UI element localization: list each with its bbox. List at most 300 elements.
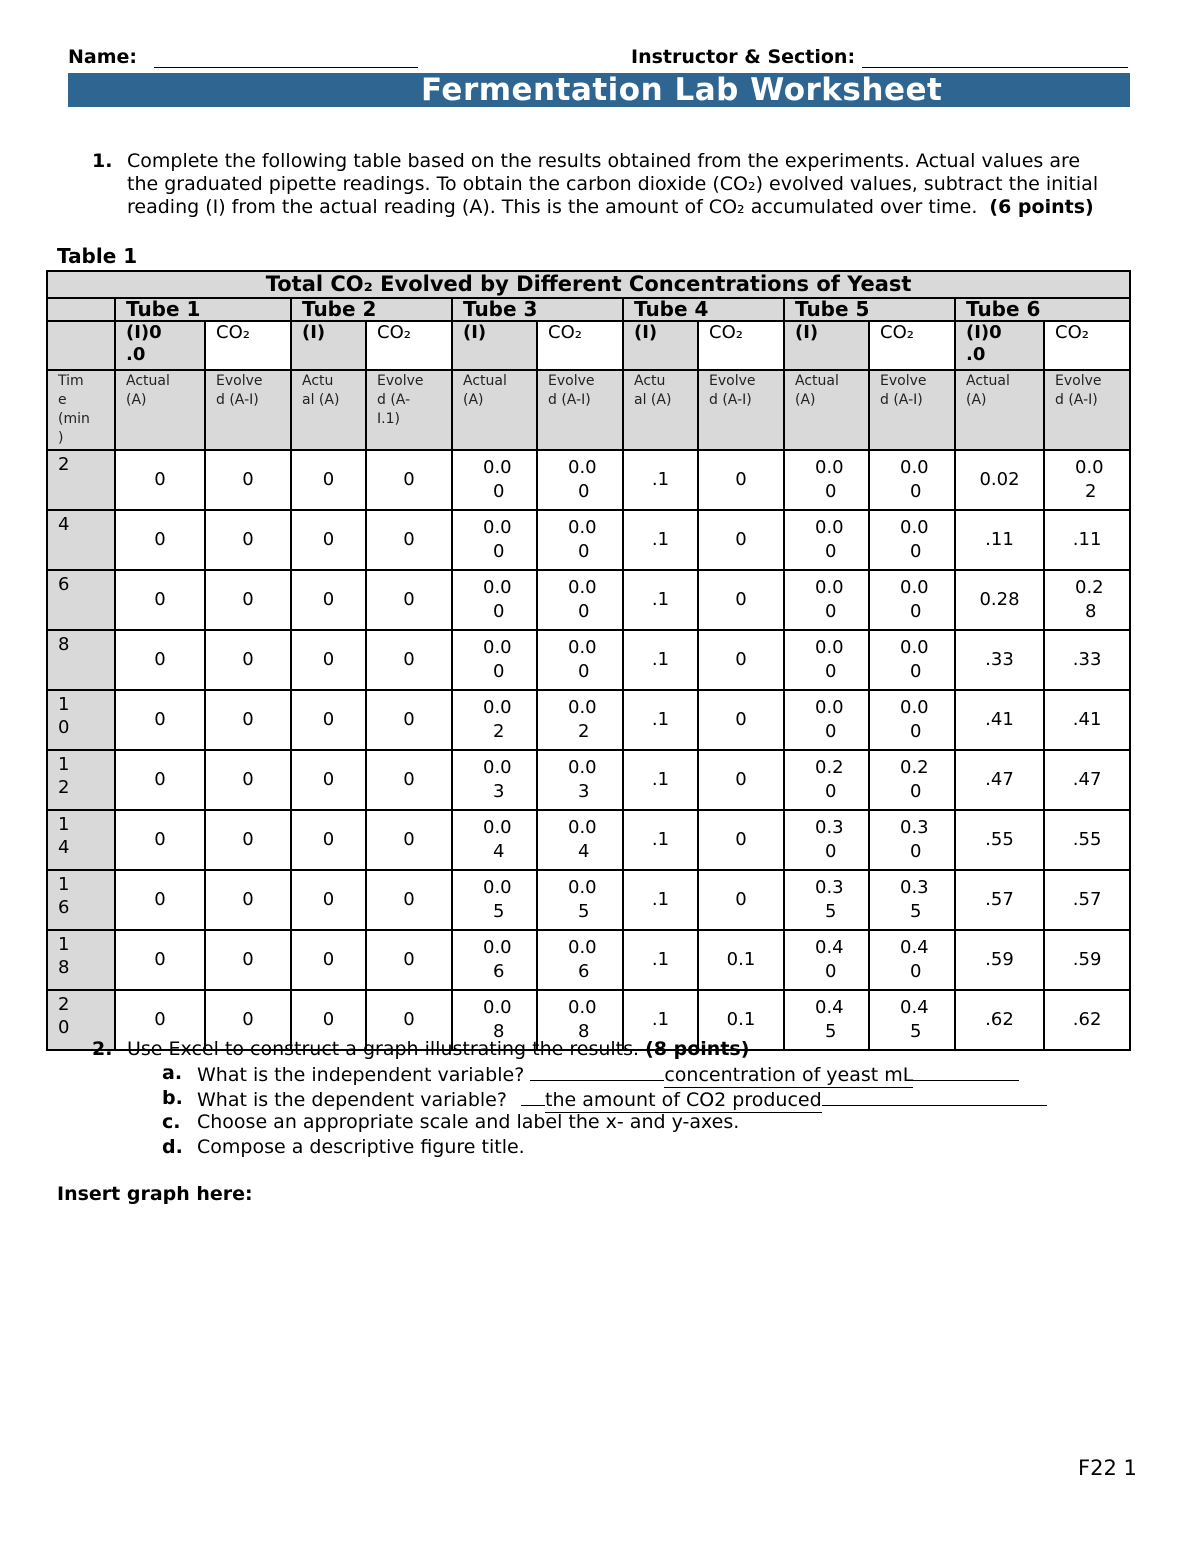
column-label-text: Evolve	[216, 373, 263, 389]
time-cell	[47, 510, 115, 570]
evolved-column-label	[205, 370, 291, 450]
value-cell[interactable]	[537, 930, 623, 990]
page-title: Fermentation Lab Worksheet	[421, 72, 943, 108]
subheader-text: (I)0	[126, 322, 162, 343]
subheader-text: (I)	[634, 322, 658, 343]
value-text: .59	[1072, 949, 1102, 970]
value-text: 0.0	[900, 577, 929, 598]
value-cell[interactable]	[115, 510, 205, 570]
value-cell[interactable]	[291, 510, 366, 570]
value-cell[interactable]	[452, 450, 537, 510]
value-cell[interactable]	[1044, 630, 1130, 690]
time-label-part: e	[58, 392, 67, 408]
value-text: 0.0	[483, 997, 512, 1018]
value-text: 0	[735, 829, 747, 850]
column-label-text: d (A-I)	[216, 392, 259, 408]
initial-reading-header	[452, 321, 537, 370]
value-cell[interactable]	[537, 510, 623, 570]
value-cell[interactable]	[623, 630, 698, 690]
value-text: 0	[493, 481, 505, 502]
value-cell[interactable]	[115, 810, 205, 870]
value-text: .1	[651, 469, 670, 490]
value-cell[interactable]	[205, 690, 291, 750]
value-cell[interactable]	[115, 870, 205, 930]
value-cell[interactable]	[955, 690, 1044, 750]
value-cell[interactable]	[955, 930, 1044, 990]
q2-number: 2.	[92, 1038, 113, 1060]
time-text: 6	[58, 897, 70, 918]
value-cell[interactable]	[623, 450, 698, 510]
value-cell[interactable]	[205, 930, 291, 990]
value-cell[interactable]	[537, 690, 623, 750]
column-label-text: d (A-I)	[709, 392, 752, 408]
value-cell[interactable]	[537, 870, 623, 930]
column-label-text: Actu	[634, 373, 666, 389]
value-text: 0.0	[568, 937, 597, 958]
value-cell[interactable]	[537, 810, 623, 870]
value-text: 0	[825, 661, 837, 682]
co2-header	[537, 321, 623, 370]
value-cell[interactable]	[698, 630, 784, 690]
corner-cell	[47, 321, 115, 370]
value-text: 0.0	[483, 457, 512, 478]
value-text: 0	[403, 529, 415, 550]
tube-header-5: Tube 5	[784, 298, 955, 321]
column-label-text: Actu	[302, 373, 334, 389]
column-label-text: al (A)	[302, 392, 340, 408]
subheader-text: CO₂	[548, 322, 582, 343]
value-cell[interactable]	[955, 630, 1044, 690]
value-cell[interactable]	[1044, 450, 1130, 510]
time-text: 2	[58, 994, 70, 1015]
value-cell[interactable]	[698, 870, 784, 930]
evolved-column-label	[1044, 370, 1130, 450]
value-cell[interactable]	[955, 570, 1044, 630]
value-text: 0.0	[1075, 457, 1104, 478]
title-bar	[68, 73, 1130, 107]
time-cell	[47, 870, 115, 930]
value-text: 0	[735, 469, 747, 490]
column-label-text: al (A)	[634, 392, 672, 408]
value-cell[interactable]	[784, 870, 869, 930]
value-cell[interactable]	[366, 750, 452, 810]
value-text: 2	[578, 721, 590, 742]
value-text: 8	[1085, 601, 1097, 622]
table-row	[47, 510, 1130, 570]
value-cell[interactable]	[784, 510, 869, 570]
value-text: 3	[493, 781, 505, 802]
table-row	[47, 930, 1130, 990]
value-text: 0	[403, 709, 415, 730]
value-text: .11	[1072, 529, 1102, 550]
value-text: 0.0	[568, 577, 597, 598]
value-text: 0.1	[726, 949, 756, 970]
value-cell[interactable]	[1044, 570, 1130, 630]
time-text: 0	[58, 717, 70, 738]
value-text: .41	[985, 709, 1014, 730]
value-cell[interactable]	[205, 750, 291, 810]
value-cell[interactable]	[205, 870, 291, 930]
value-cell[interactable]	[1044, 990, 1130, 1050]
subheader-text: CO₂	[377, 322, 411, 343]
time-text: 2	[58, 454, 70, 475]
value-text: .1	[651, 889, 670, 910]
value-cell[interactable]	[698, 750, 784, 810]
co2-header	[1044, 321, 1130, 370]
value-cell[interactable]	[366, 930, 452, 990]
value-cell[interactable]	[698, 450, 784, 510]
value-cell[interactable]	[291, 870, 366, 930]
value-cell[interactable]	[205, 450, 291, 510]
value-text: .47	[985, 769, 1014, 790]
value-cell[interactable]	[623, 570, 698, 630]
value-cell[interactable]	[291, 570, 366, 630]
q2d-letter: d.	[162, 1136, 183, 1158]
value-cell[interactable]	[955, 990, 1044, 1050]
value-cell[interactable]	[698, 810, 784, 870]
value-cell[interactable]	[1044, 930, 1130, 990]
column-label-text: Actual	[126, 373, 170, 389]
value-text: .47	[1072, 769, 1102, 790]
value-cell[interactable]	[366, 870, 452, 930]
value-text: 0.0	[900, 637, 929, 658]
value-cell[interactable]	[366, 510, 452, 570]
tube-header-6: Tube 6	[955, 298, 1130, 321]
insert-graph-label: Insert graph here:	[57, 1183, 253, 1205]
subheader-text: CO₂	[216, 322, 250, 343]
co2-header	[205, 321, 291, 370]
subheader-text: (I)	[795, 322, 819, 343]
value-cell[interactable]	[698, 930, 784, 990]
value-cell[interactable]	[452, 630, 537, 690]
q2a-answer[interactable]: concentration of yeast mL	[664, 1064, 914, 1086]
value-text: .59	[985, 949, 1014, 970]
column-label-text: Actual	[463, 373, 507, 389]
column-label-text: d (A-I)	[548, 392, 591, 408]
value-cell[interactable]	[869, 450, 955, 510]
value-text: 0.0	[483, 697, 512, 718]
value-cell[interactable]	[537, 750, 623, 810]
time-cell	[47, 690, 115, 750]
value-cell[interactable]	[366, 630, 452, 690]
initial-reading-header	[115, 321, 205, 370]
value-cell[interactable]	[205, 630, 291, 690]
value-cell[interactable]	[1044, 750, 1130, 810]
value-text: 0.0	[815, 697, 844, 718]
value-text: 0	[910, 721, 922, 742]
value-text: 0	[403, 649, 415, 670]
co2-header	[698, 321, 784, 370]
q1-line-3-text: reading (I) from the actual reading (A). This is the amount of CO₂ accumulated over time.	[127, 196, 978, 218]
value-cell[interactable]	[698, 570, 784, 630]
value-cell[interactable]	[869, 570, 955, 630]
column-label-text: Evolve	[880, 373, 927, 389]
value-text: 0	[322, 769, 335, 790]
value-text: 0	[154, 889, 166, 910]
value-cell[interactable]	[115, 450, 205, 510]
evolved-column-label	[537, 370, 623, 450]
q1-line-3	[127, 196, 1094, 219]
instructor-field-label	[631, 46, 1128, 68]
value-text: 0	[910, 781, 922, 802]
value-cell[interactable]	[291, 690, 366, 750]
value-text: 0.0	[568, 517, 597, 538]
value-text: .1	[651, 949, 670, 970]
value-cell[interactable]	[869, 510, 955, 570]
value-text: 0.0	[568, 877, 597, 898]
value-text: 0.4	[900, 937, 929, 958]
value-cell[interactable]	[291, 450, 366, 510]
value-text: .62	[985, 1009, 1014, 1030]
value-text: 0.1	[726, 1009, 756, 1030]
value-text: .33	[1072, 649, 1102, 670]
table-row	[47, 690, 1130, 750]
q2-points: (8 points)	[645, 1038, 750, 1060]
value-text: 0	[910, 541, 922, 562]
value-text: 0	[154, 529, 166, 550]
value-cell[interactable]	[955, 510, 1044, 570]
value-cell[interactable]	[955, 750, 1044, 810]
q2c-text: Choose an appropriate scale and label the x- and y-axes.	[197, 1111, 740, 1133]
value-cell[interactable]	[869, 810, 955, 870]
value-cell[interactable]	[452, 930, 537, 990]
value-text: 0.0	[483, 757, 512, 778]
time-cell	[47, 570, 115, 630]
value-text: 0.0	[568, 757, 597, 778]
value-cell[interactable]	[623, 810, 698, 870]
value-text: 0	[825, 481, 837, 502]
time-label-part: )	[58, 430, 64, 446]
value-cell[interactable]	[623, 750, 698, 810]
value-cell[interactable]	[115, 930, 205, 990]
value-text: 0	[825, 721, 837, 742]
initial-reading-header	[955, 321, 1044, 370]
q2-text-line	[127, 1038, 749, 1061]
value-cell[interactable]	[366, 450, 452, 510]
value-cell[interactable]	[366, 570, 452, 630]
value-cell[interactable]	[784, 810, 869, 870]
time-label-part: (min	[58, 411, 90, 427]
value-text: 5	[578, 901, 590, 922]
value-cell[interactable]	[366, 690, 452, 750]
value-text: 0	[154, 589, 166, 610]
column-label-text: Evolve	[548, 373, 595, 389]
value-text: .1	[651, 769, 670, 790]
subheader-text: CO₂	[709, 322, 743, 343]
value-cell[interactable]	[784, 690, 869, 750]
value-cell[interactable]	[784, 990, 869, 1050]
value-cell[interactable]	[869, 870, 955, 930]
value-text: 0	[578, 481, 590, 502]
value-cell[interactable]	[1044, 690, 1130, 750]
value-text: 0	[154, 1009, 166, 1030]
subheader-row	[47, 321, 1130, 370]
value-cell[interactable]	[869, 750, 955, 810]
value-text: 0.2	[815, 757, 844, 778]
value-text: 0.3	[900, 817, 929, 838]
time-cell	[47, 450, 115, 510]
value-text: 4	[578, 841, 590, 862]
subheader-text: (I)	[463, 322, 487, 343]
evolved-column-label	[698, 370, 784, 450]
time-text: 8	[58, 634, 70, 655]
column-label-text: Evolve	[1055, 373, 1102, 389]
co2-header	[366, 321, 452, 370]
value-text: 0	[154, 949, 166, 970]
value-text: 0	[154, 829, 166, 850]
value-cell[interactable]	[623, 690, 698, 750]
value-cell[interactable]	[623, 930, 698, 990]
value-cell[interactable]	[452, 750, 537, 810]
value-text: 6	[493, 961, 505, 982]
value-text: 0	[493, 661, 505, 682]
value-text: 0	[154, 769, 166, 790]
value-text: 0	[403, 1009, 415, 1030]
value-cell[interactable]	[784, 930, 869, 990]
tube-header-1: Tube 1	[115, 298, 291, 321]
value-cell[interactable]	[869, 630, 955, 690]
column-label-text: d (A-	[377, 392, 411, 408]
value-text: 0	[242, 589, 254, 610]
value-text: 0.0	[483, 937, 512, 958]
value-text: 0.02	[979, 469, 1020, 490]
q2a-answer-blank-left	[530, 1062, 664, 1081]
value-cell[interactable]	[537, 570, 623, 630]
actual-column-label	[784, 370, 869, 450]
instructor-blank[interactable]	[862, 49, 1128, 68]
value-cell[interactable]	[1044, 810, 1130, 870]
value-text: 0.0	[568, 697, 597, 718]
value-text: 0	[242, 709, 254, 730]
value-text: 0.2	[900, 757, 929, 778]
value-cell[interactable]	[698, 510, 784, 570]
value-text: 0	[322, 469, 335, 490]
value-text: 0	[910, 961, 922, 982]
value-cell[interactable]	[623, 510, 698, 570]
value-text: 0.0	[815, 577, 844, 598]
value-text: 0	[825, 841, 837, 862]
value-text: .55	[985, 829, 1014, 850]
value-cell[interactable]	[291, 630, 366, 690]
value-cell[interactable]	[623, 870, 698, 930]
column-label-text: Evolve	[709, 373, 756, 389]
value-text: 0	[403, 829, 415, 850]
value-cell[interactable]	[869, 990, 955, 1050]
subheader-text: .0	[966, 344, 986, 365]
value-text: 0	[910, 841, 922, 862]
time-cell	[47, 810, 115, 870]
value-cell[interactable]	[115, 630, 205, 690]
value-cell[interactable]	[115, 570, 205, 630]
actual-column-label	[291, 370, 366, 450]
value-cell[interactable]	[537, 450, 623, 510]
value-text: 0.2	[1075, 577, 1104, 598]
initial-reading-header	[784, 321, 869, 370]
tube-header-4: Tube 4	[623, 298, 784, 321]
value-cell[interactable]	[955, 450, 1044, 510]
value-cell[interactable]	[784, 450, 869, 510]
value-text: 0	[493, 541, 505, 562]
value-cell[interactable]	[291, 930, 366, 990]
value-text: 0	[322, 949, 335, 970]
value-cell[interactable]	[784, 750, 869, 810]
column-label-text: (A)	[463, 392, 484, 408]
value-text: 5	[825, 1021, 837, 1042]
q2b-answer[interactable]: the amount of CO2 produced	[545, 1089, 822, 1111]
value-text: 2	[493, 721, 505, 742]
value-cell[interactable]	[205, 570, 291, 630]
value-cell[interactable]	[115, 750, 205, 810]
value-cell[interactable]	[205, 510, 291, 570]
q1-number: 1.	[92, 150, 113, 172]
time-text: 1	[58, 754, 70, 775]
value-cell[interactable]	[291, 810, 366, 870]
initial-reading-header	[291, 321, 366, 370]
value-cell[interactable]	[869, 930, 955, 990]
value-cell[interactable]	[115, 690, 205, 750]
column-label-text: I.1)	[377, 411, 400, 427]
value-text: 0	[910, 661, 922, 682]
value-text: 0.3	[900, 877, 929, 898]
value-cell[interactable]	[452, 690, 537, 750]
column-label-text: (A)	[126, 392, 147, 408]
value-cell[interactable]	[452, 810, 537, 870]
value-cell[interactable]	[698, 690, 784, 750]
value-cell[interactable]	[452, 870, 537, 930]
time-text: 1	[58, 874, 70, 895]
value-text: 0	[578, 601, 590, 622]
value-cell[interactable]	[1044, 510, 1130, 570]
value-text: 0	[154, 649, 166, 670]
actual-column-label	[955, 370, 1044, 450]
value-cell[interactable]	[955, 810, 1044, 870]
value-text: 0	[403, 469, 415, 490]
value-text: 0	[322, 589, 335, 610]
tube-header-2: Tube 2	[291, 298, 452, 321]
value-cell[interactable]	[537, 630, 623, 690]
value-text: 0	[322, 649, 335, 670]
value-cell[interactable]	[784, 570, 869, 630]
value-text: 5	[910, 1021, 922, 1042]
value-text: 0	[322, 1009, 335, 1030]
value-text: .41	[1072, 709, 1102, 730]
value-text: .1	[651, 589, 670, 610]
value-text: 0.4	[900, 997, 929, 1018]
value-cell[interactable]	[291, 750, 366, 810]
value-text: 5	[493, 901, 505, 922]
value-cell[interactable]	[784, 630, 869, 690]
value-cell[interactable]	[869, 690, 955, 750]
time-text: 6	[58, 574, 70, 595]
value-cell[interactable]	[452, 510, 537, 570]
value-text: 0.0	[815, 517, 844, 538]
value-text: 0	[242, 649, 254, 670]
subheader-text: (I)0	[966, 322, 1002, 343]
value-cell[interactable]	[955, 870, 1044, 930]
value-text: 0.0	[483, 517, 512, 538]
initial-reading-header	[623, 321, 698, 370]
value-cell[interactable]	[1044, 870, 1130, 930]
value-cell[interactable]	[205, 810, 291, 870]
value-text: 0.0	[900, 457, 929, 478]
value-text: .1	[651, 1009, 670, 1030]
value-cell[interactable]	[366, 810, 452, 870]
value-text: 0	[242, 949, 254, 970]
value-cell[interactable]	[452, 570, 537, 630]
value-text: 6	[578, 961, 590, 982]
name-blank[interactable]	[154, 49, 418, 68]
value-text: 0	[578, 661, 590, 682]
